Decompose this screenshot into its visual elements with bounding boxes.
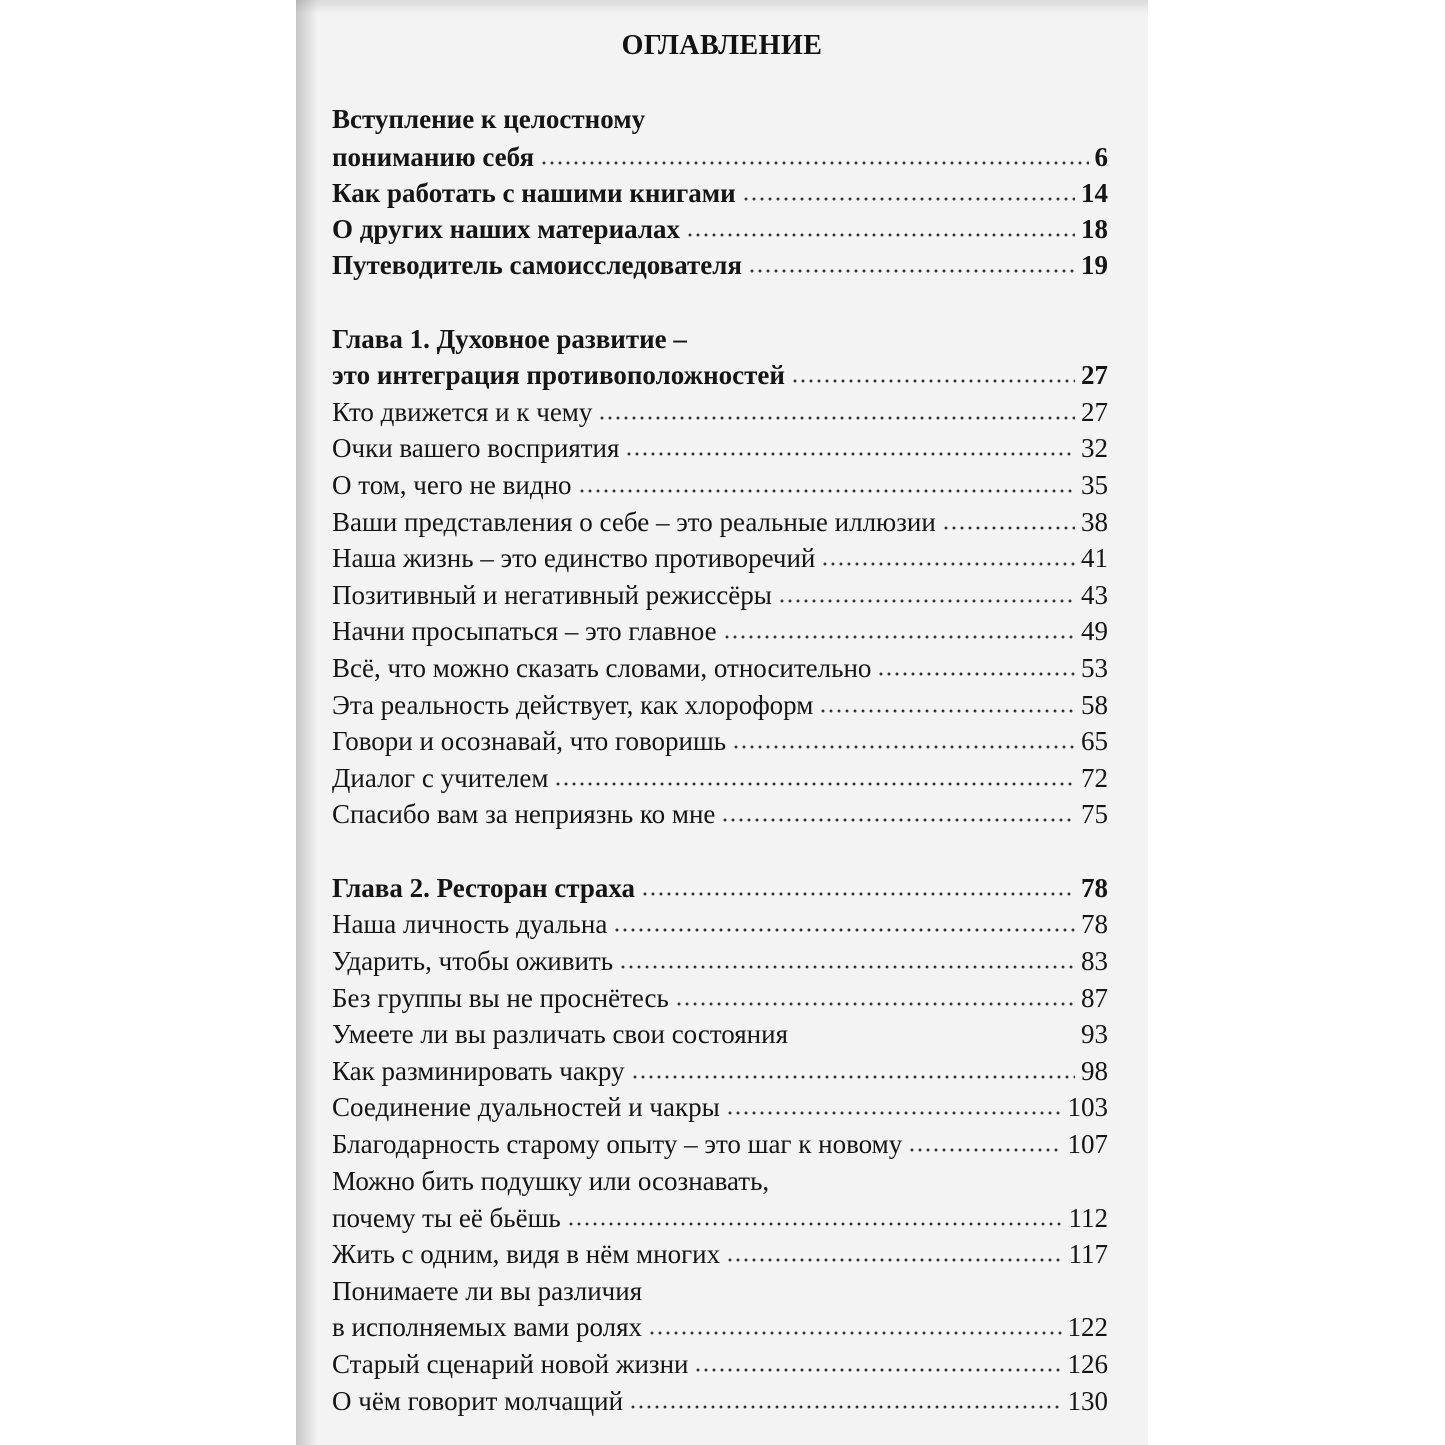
- toc-entry-page: 38: [1081, 507, 1108, 537]
- leader-dots: [613, 927, 1075, 933]
- toc-entry-label: Ударить, чтобы оживить: [332, 946, 614, 976]
- toc-entry: [332, 981, 1108, 1015]
- toc-entry-label: Старый сценарий новой жизни: [332, 1349, 689, 1379]
- toc-entry-label: Эта реальность действует, как хлороформ: [332, 690, 814, 720]
- leader-dots: [578, 488, 1075, 494]
- toc-entry: [332, 724, 1108, 758]
- toc-entry-label: в исполняемых вами ролях: [332, 1312, 643, 1342]
- toc-entry-line1: Понимаете ли вы различия: [332, 1276, 643, 1306]
- leader-dots: [641, 891, 1075, 897]
- toc-entry-page: 65: [1081, 726, 1108, 756]
- toc-entry: [332, 907, 1108, 941]
- toc-entry-label: это интеграция противоположностей: [332, 360, 785, 390]
- toc-entry-label: Начни просыпаться – это главное: [332, 616, 717, 646]
- leader-dots: [791, 378, 1075, 384]
- toc-entry: [332, 1310, 1108, 1344]
- toc-entry-page: 78: [1081, 873, 1108, 903]
- toc-entry-line1: Можно бить подушку или осознавать,: [332, 1166, 770, 1196]
- toc-entry: [332, 1237, 1108, 1271]
- toc-entry-page: 35: [1081, 470, 1108, 500]
- toc-entry-page: 117: [1068, 1239, 1108, 1269]
- toc-entry-intro-line1: Вступление к целостному: [332, 104, 646, 134]
- toc-entry-page: 14: [1081, 178, 1108, 208]
- toc-entry: [332, 1347, 1108, 1381]
- toc-entry-label: Диалог с учителем: [332, 763, 549, 793]
- toc-entry-label: Соединение дуальностей и чакры: [332, 1092, 720, 1122]
- toc-entry: [332, 431, 1108, 465]
- toc-entry-page: 6: [1094, 142, 1108, 172]
- leader-dots: [819, 708, 1075, 714]
- toc-entry-label: Жить с одним, видя в нём многих: [332, 1239, 721, 1269]
- toc-entry: [332, 1127, 1108, 1161]
- toc-entry-label: Умеете ли вы различать свои состояния: [332, 1019, 788, 1049]
- toc-entry: [332, 176, 1108, 210]
- toc-entry: [332, 797, 1108, 831]
- chapter-1-heading: [332, 358, 1108, 392]
- toc-entry-label: Наша личность дуальна: [332, 909, 608, 939]
- toc-entry: [332, 578, 1108, 612]
- leader-dots: [567, 1221, 1063, 1227]
- toc-entry-label: Без группы вы не проснётесь: [332, 983, 669, 1013]
- toc-entry-page: 27: [1081, 360, 1108, 390]
- leader-dots: [726, 1257, 1062, 1263]
- toc-entry-page: 43: [1081, 580, 1108, 610]
- leader-dots: [619, 964, 1075, 970]
- toc-entry-label: Как разминировать чакру: [332, 1056, 625, 1086]
- leader-dots: [540, 160, 1088, 166]
- leader-dots: [631, 1074, 1075, 1080]
- toc-entry-page: 87: [1081, 983, 1108, 1013]
- toc-entry: [332, 688, 1108, 722]
- toc-entry-page: 53: [1081, 653, 1108, 683]
- toc-entry: [332, 468, 1108, 502]
- toc-entry-label: Спасибо вам за неприязнь ко мне: [332, 799, 716, 829]
- leader-dots: [942, 525, 1075, 531]
- toc-entry-page: 58: [1081, 690, 1108, 720]
- leader-dots: [721, 817, 1075, 823]
- toc-entry-label: Всё, что можно сказать словами, относительно: [332, 653, 872, 683]
- toc-entry-page: 27: [1081, 397, 1108, 427]
- toc-entry-label: Позитивный и негативный режиссёры: [332, 580, 772, 610]
- toc-entry: [332, 140, 1108, 174]
- leader-dots: [723, 634, 1075, 640]
- toc-entry-label: почему ты её бьёшь: [332, 1203, 561, 1233]
- toc-entry-page: 126: [1067, 1349, 1108, 1379]
- toc-entry-label: Ваши представления о себе – это реальные иллюзии: [332, 507, 936, 537]
- leader-dots: [877, 671, 1075, 677]
- toc-entry-page: 18: [1081, 214, 1108, 244]
- toc-entry-page: 98: [1081, 1056, 1108, 1086]
- toc-entry-label: Путеводитель самоисследователя: [332, 250, 743, 280]
- leader-dots: [598, 415, 1075, 421]
- toc-entry-page: 78: [1081, 909, 1108, 939]
- toc-entry-label: Кто движется и к чему: [332, 397, 593, 427]
- leader-dots: [778, 598, 1075, 604]
- leader-dots: [648, 1330, 1061, 1336]
- toc-entry: [332, 614, 1108, 648]
- book-page: [296, 0, 1148, 1445]
- leader-dots: [732, 744, 1075, 750]
- toc-entry-page: 72: [1081, 763, 1108, 793]
- toc-entry-label: Наша жизнь – это единство противоречий: [332, 543, 816, 573]
- leader-dots: [748, 268, 1075, 274]
- toc-entry: [332, 395, 1108, 429]
- toc-entry-page: 41: [1081, 543, 1108, 573]
- leader-dots: [742, 196, 1075, 202]
- leader-dots: [694, 1367, 1061, 1373]
- leader-dots: [554, 781, 1075, 787]
- leader-dots: [625, 451, 1075, 457]
- toc-title: ОГЛАВЛЕНИЕ: [621, 30, 823, 61]
- toc-entry-label: Глава 2. Ресторан страха: [332, 873, 636, 903]
- toc-entry-label: Говори и осознавай, что говоришь: [332, 726, 727, 756]
- leader-dots: [675, 1001, 1075, 1007]
- toc-entry-page: 19: [1081, 250, 1108, 280]
- toc-entry: [332, 212, 1108, 246]
- toc-entry-page: 75: [1081, 799, 1108, 829]
- chapter-2-heading: [332, 871, 1108, 905]
- toc-entry-page: 32: [1081, 433, 1108, 463]
- toc-entry: [332, 505, 1108, 539]
- toc-entry: [332, 944, 1108, 978]
- toc-entry-page: 112: [1068, 1203, 1108, 1233]
- toc-entry: [332, 541, 1108, 575]
- toc-entry-page: 122: [1067, 1312, 1108, 1342]
- toc-entry-page: 130: [1067, 1386, 1108, 1416]
- toc-entry: [332, 1090, 1108, 1124]
- leader-dots: [629, 1404, 1061, 1410]
- toc-entry: [332, 761, 1108, 795]
- toc-entry-page: 107: [1067, 1129, 1108, 1159]
- toc-entry: [332, 1384, 1108, 1418]
- toc-entry-label: пониманию себя: [332, 142, 535, 172]
- toc-entry-label: Очки вашего восприятия: [332, 433, 620, 463]
- leader-dots: [686, 232, 1075, 238]
- leader-dots: [821, 561, 1075, 567]
- toc-entry-label: Как работать с нашими книгами: [332, 178, 736, 208]
- toc-entry-page: 93: [1081, 1019, 1108, 1049]
- leader-dots: [908, 1147, 1061, 1153]
- toc-entry-page: 49: [1081, 616, 1108, 646]
- toc-entry-label: Благодарность старому опыту – это шаг к новому: [332, 1129, 903, 1159]
- toc-entry: [332, 651, 1108, 685]
- toc-entry-label: О чём говорит молчащий: [332, 1386, 624, 1416]
- leader-dots: [726, 1110, 1062, 1116]
- toc-entry-label: О других наших материалах: [332, 214, 681, 244]
- toc-entry-label: О том, чего не видно: [332, 470, 572, 500]
- toc-entry: [332, 1054, 1108, 1088]
- toc-entry: [332, 1201, 1108, 1235]
- toc-entry: [332, 1017, 1108, 1051]
- chapter-1-heading-line1: Глава 1. Духовное развитие –: [332, 324, 687, 354]
- toc-entry-page: 103: [1067, 1092, 1108, 1122]
- toc-entry-page: 83: [1081, 946, 1108, 976]
- toc-entry: [332, 248, 1108, 282]
